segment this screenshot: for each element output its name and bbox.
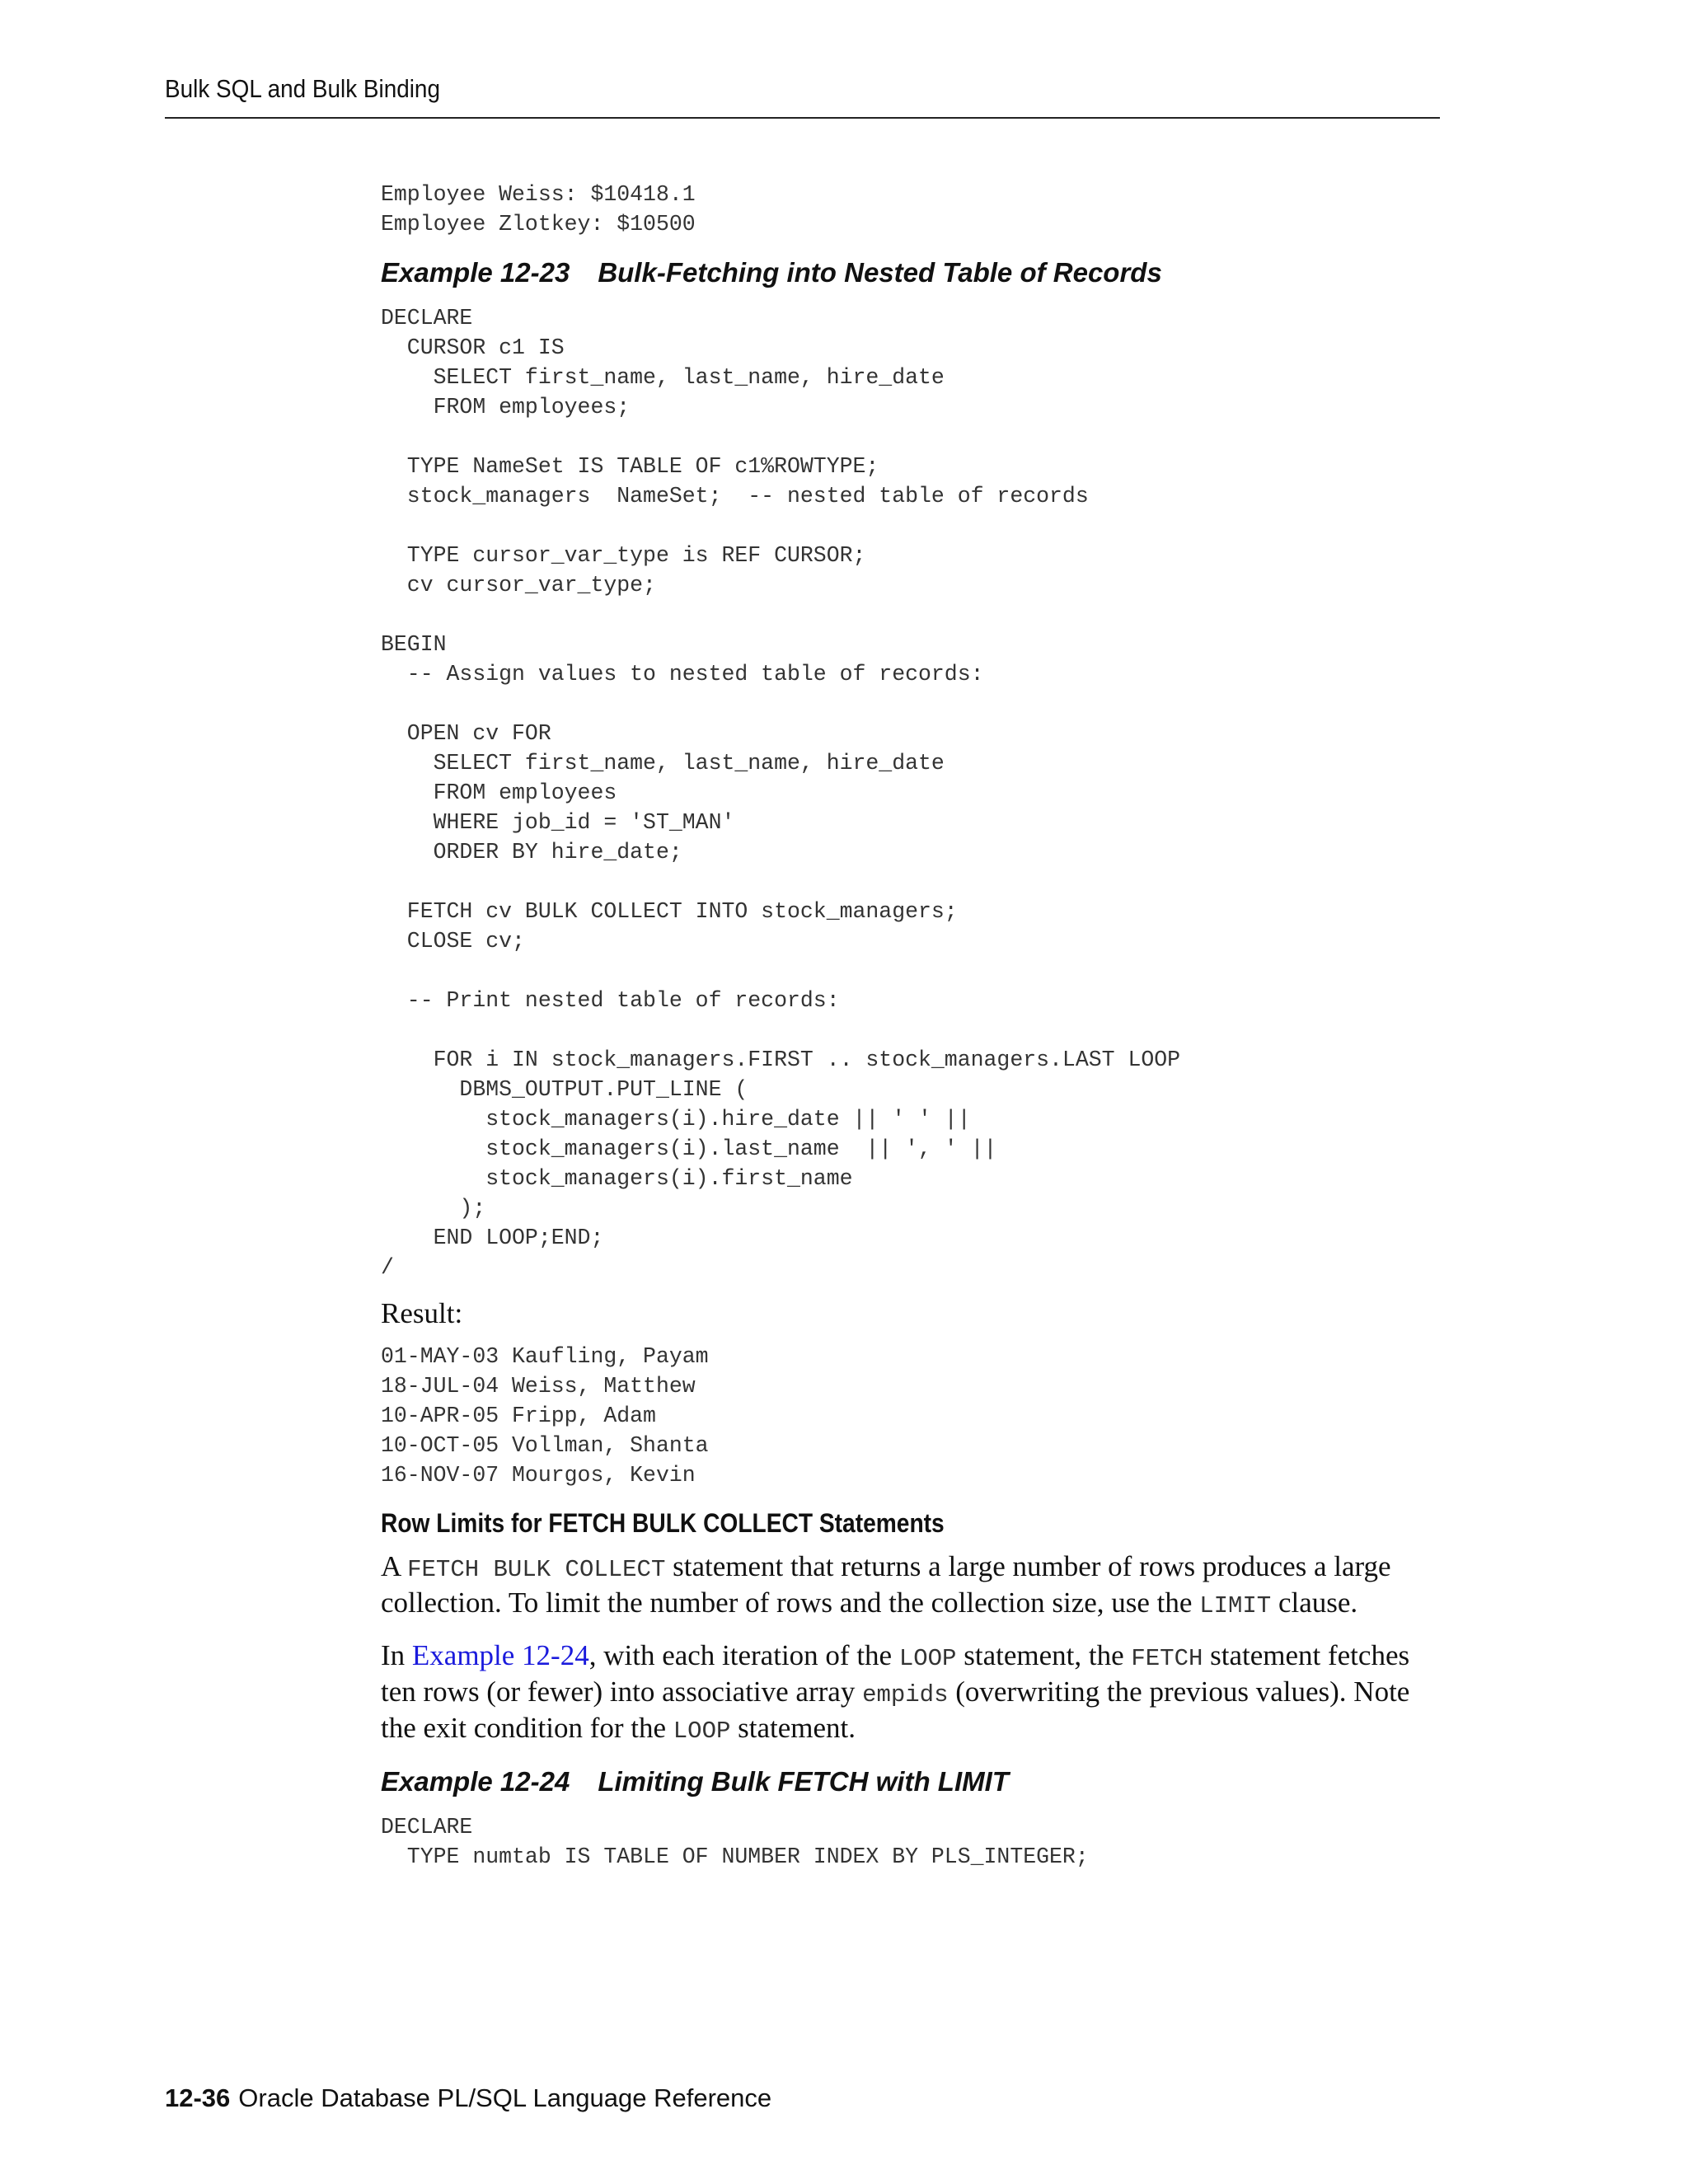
- page-footer: [165, 2083, 771, 2113]
- inline-code: LOOP: [898, 1645, 957, 1672]
- example-label: Example 12-24: [381, 1766, 570, 1797]
- example-caption: Limiting Bulk FETCH with LIMIT: [598, 1766, 1009, 1797]
- text-run: , with each iteration of the: [588, 1639, 899, 1671]
- example-12-24-title: [381, 1766, 1411, 1797]
- paragraph-example-intro: [381, 1639, 1411, 1748]
- example-12-23-title: [381, 257, 1411, 288]
- code-block-output-continued: Employee Weiss: $10418.1 Employee Zlotkey: $10500: [381, 182, 696, 237]
- running-header-title: Bulk SQL and Bulk Binding: [165, 74, 440, 103]
- section-heading: Row Limits for FETCH BULK COLLECT Statements: [381, 1508, 945, 1538]
- text-run: A: [381, 1550, 408, 1582]
- example-12-24-link[interactable]: Example 12-24: [411, 1639, 589, 1671]
- result-label: Result:: [381, 1297, 463, 1329]
- example-caption: Bulk-Fetching into Nested Table of Records: [598, 257, 1162, 288]
- text-run: statement.: [730, 1712, 856, 1744]
- inline-code: LIMIT: [1199, 1592, 1272, 1619]
- example-label: Example 12-23: [381, 257, 570, 288]
- text-run: statement that returns a large number of rows produces a large collection. To limit the number of rows and the collection size, use the: [381, 1550, 1391, 1619]
- page-content: [381, 180, 1411, 1872]
- code-block-result: 01-MAY-03 Kaufling, Payam 18-JUL-04 Weiss, Matthew 10-APR-05 Fripp, Adam 10-OCT-05 Vollman, Shanta 16-NOV-07 Mourgos, Kevin: [381, 1344, 709, 1488]
- text-run: statement fetches ten rows (or fewer) into associative array: [381, 1639, 1410, 1708]
- header-divider: [165, 117, 1440, 119]
- text-run: In: [381, 1639, 412, 1671]
- paragraph-row-limits: [381, 1550, 1411, 1623]
- inline-code: FETCH BULK COLLECT: [407, 1556, 666, 1583]
- inline-code: FETCH: [1131, 1645, 1203, 1672]
- text-run: clause.: [1271, 1586, 1358, 1619]
- inline-code: empids: [862, 1681, 949, 1708]
- code-block-example-12-24: DECLARE TYPE numtab IS TABLE OF NUMBER INDEX BY PLS_INTEGER;: [381, 1815, 1089, 1869]
- code-block-example-12-23: DECLARE CURSOR c1 IS SELECT first_name, last_name, hire_date FROM employees; TYPE NameSet IS TABLE OF c1%ROWTYPE; stock_managers NameSet; -- nested table of records TYPE cursor_var_type is REF CURSOR; cv cursor_var_type; BEGIN -- Assign values to nested table of records: OPEN cv FOR SELECT first_name, last_name, hire_date FROM employees WHERE job_id = 'ST_MAN' ORDER BY hire_date; FETCH cv BULK COLLECT INTO stock_managers; CLOSE cv; -- Print nested table of records: FOR i IN stock_managers.FIRST .. stock_managers.LAST LOOP DBMS_OUTPUT.PUT_LINE ( stock_managers(i).hire_date || ' ' || stock_managers(i).last_name || ', ' || stock_managers(i).first_name ); END LOOP;END; /: [381, 306, 1181, 1280]
- page-number: 12-36: [165, 2083, 231, 2112]
- text-run: (overwriting the previous values). Note the exit condition for the: [381, 1675, 1410, 1744]
- book-title: Oracle Database PL/SQL Language Reference: [238, 2083, 772, 2112]
- text-run: statement, the: [956, 1639, 1132, 1671]
- inline-code: LOOP: [673, 1718, 731, 1745]
